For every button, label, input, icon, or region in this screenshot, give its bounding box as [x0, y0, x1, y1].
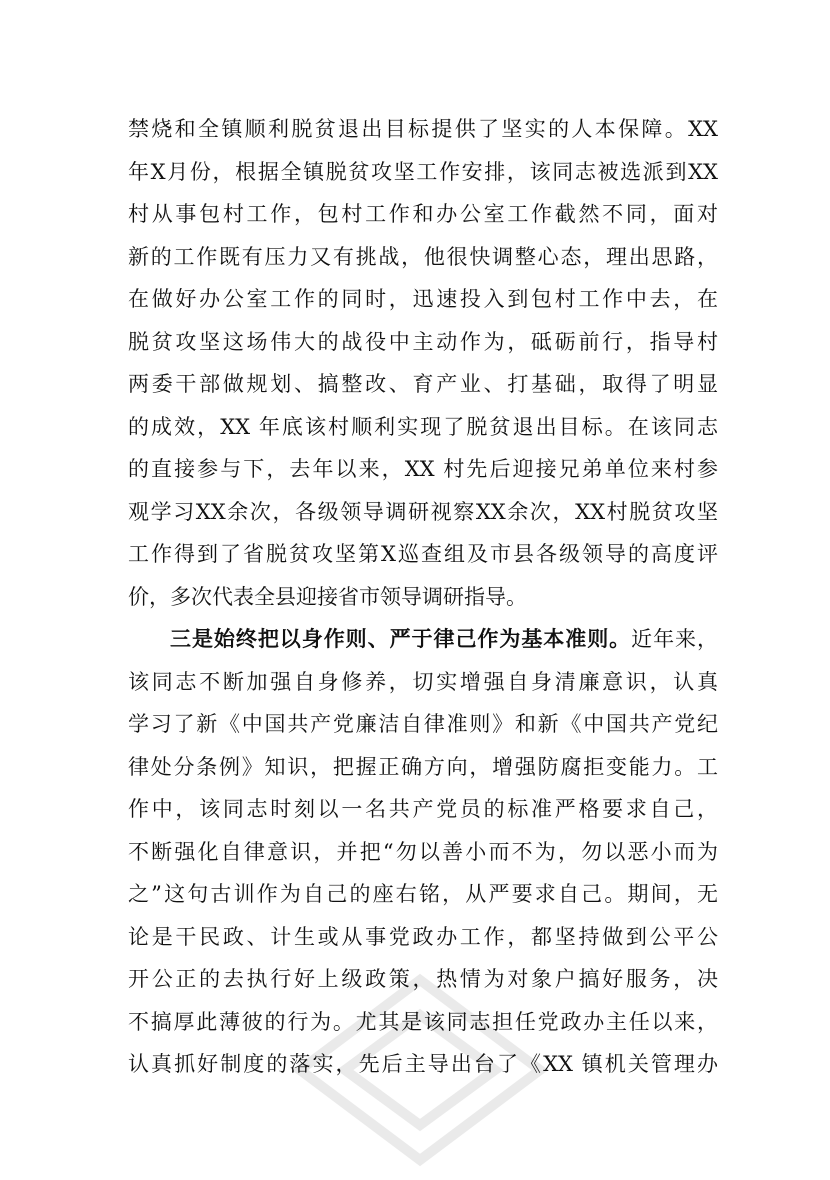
text-line: 不搞厚此薄彼的行为。尤其是该同志担任党政办主任以来，	[128, 1009, 718, 1034]
text-line: 两委干部做规划、搞整改、育产业、打基础，取得了明显	[128, 372, 718, 396]
text-line: 作中，该同志时刻以一名共产党员的标准严格要求自己，	[128, 797, 718, 821]
text-line: 工作得到了省脱贫攻坚第X巡查组及市县各级领导的高度评	[128, 542, 718, 566]
text-line: 开公正的去执行好上级政策，热情为对象户搞好服务，决	[128, 967, 718, 991]
text-line: 在做好办公室工作的同时，迅速投入到包村工作中去，在	[128, 287, 718, 311]
text-line: 村从事包村工作，包村工作和办公室工作截然不同，面对	[128, 202, 718, 226]
text-line: 不断强化自律意识，并把“勿以善小而不为，勿以恶小而为	[128, 839, 718, 864]
text-line: 新的工作既有压力又有挑战，他很快调整心态，理出思路，	[128, 244, 718, 269]
text-line: 学习了新《中国共产党廉洁自律准则》和新《中国共产党纪	[128, 712, 718, 736]
text-line: 论是干民政、计生或从事党政办工作，都坚持做到公平公	[128, 924, 718, 949]
document-body	[128, 108, 718, 1086]
text-line: 观学习XX余次，各级领导调研视察XX余次，XX村脱贫攻坚	[128, 499, 718, 524]
text-line: 认真抓好制度的落实，先后主导出台了《XX 镇机关管理办	[128, 1052, 718, 1076]
text-line: 脱贫攻坚这场伟大的战役中主动作为，砥砺前行，指导村	[128, 329, 718, 354]
watermark-logo	[270, 960, 570, 1180]
text-line: 年X月份，根据全镇脱贫攻坚工作安排，该同志被选派到XX	[128, 159, 718, 184]
text-line: 律处分条例》知识，把握正确方向，增强防腐拒变能力。工	[128, 754, 718, 779]
text-line: 禁烧和全镇顺利脱贫退出目标提供了坚实的人本保障。XX	[128, 117, 718, 141]
section-3-first-line	[128, 618, 718, 661]
text-line: 之”这句古训作为自己的座右铭，从严要求自己。期间，无	[128, 882, 718, 906]
text-line: 的直接参与下，去年以来，XX 村先后迎接兄弟单位来村参	[128, 457, 718, 481]
section-3-lead-in: 近年来，	[631, 627, 718, 651]
text-line: 该同志不断加强自身修养，切实增强自身清廉意识，认真	[128, 669, 718, 694]
section-3-heading: 三是始终把以身作则、严于律己作为基本准则。	[170, 626, 632, 651]
text-line: 的成效，XX 年底该村顺利实现了脱贫退出目标。在该同志	[128, 414, 718, 439]
paragraph-end-line: 价，多次代表全县迎接省市领导调研指导。	[128, 584, 527, 609]
